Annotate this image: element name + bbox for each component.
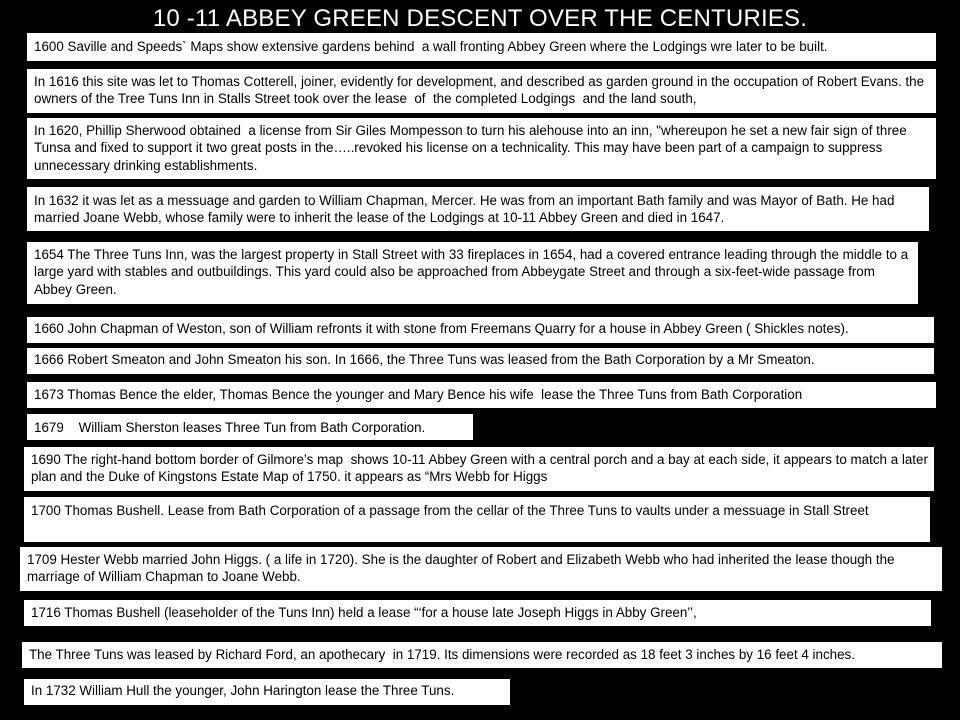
timeline-entry-1673: 1673 Thomas Bence the elder, Thomas Bence the younger and Mary Bence his wife lease the Three Tuns from Bath Corporation	[27, 382, 936, 408]
timeline-entry-1654: 1654 The Three Tuns Inn, was the largest property in Stall Street with 33 fireplaces in 1654, had a covered entrance leading through the middle to a large yard with stables and outbuildings. This yard could also be approached from Abbeygate Street and through a six-feet-wide passage from Abbey Green.	[27, 242, 918, 304]
timeline-entry-1716: 1716 Thomas Bushell (leaseholder of the Tuns Inn) held a lease “‘for a house late Joseph Higgs in Abby Green’’,	[24, 600, 931, 626]
timeline-entry-1616: In 1616 this site was let to Thomas Cotterell, joiner, evidently for development, and described as garden ground in the occupation of Robert Evans. the owners of the Tree Tuns Inn in Stalls Street took over the lease of the completed Lodgings and the land south,	[27, 69, 936, 113]
timeline-entry-1709: 1709 Hester Webb married John Higgs. ( a life in 1720). She is the daughter of Robert and Elizabeth Webb who had inherited the lease though the marriage of William Chapman to Joane Webb.	[20, 547, 942, 591]
timeline-entry-1700: 1700 Thomas Bushell. Lease from Bath Corporation of a passage from the cellar of the Three Tuns to vaults under a messuage in Stall Street	[24, 497, 930, 542]
timeline-entry-1732: In 1732 William Hull the younger, John Harington lease the Three Tuns.	[24, 679, 510, 705]
timeline-entry-1690: 1690 The right-hand bottom border of Gilmore’s map shows 10-11 Abbey Green with a central porch and a bay at each side, it appears to match a later plan and the Duke of Kingstons Estate Map of 1750. it appears as “Mrs Webb for Higgs	[24, 447, 934, 491]
timeline-entry-1632: In 1632 it was let as a messuage and garden to William Chapman, Mercer. He was from an important Bath family and was Mayor of Bath. He had married Joane Webb, whose family were to inherit the lease of the Lodgings at 10-11 Abbey Green and died in 1647.	[27, 187, 929, 231]
timeline-entry-1679: 1679 William Sherston leases Three Tun from Bath Corporation.	[27, 414, 473, 440]
timeline-entry-1620: In 1620, Phillip Sherwood obtained a license from Sir Giles Mompesson to turn his alehouse into an inn, "whereupon he set a new fair sign of three Tunsa and fixed to support it two great posts in the…..revoked his license on a technicality. This may have been part of a campaign to suppress unnecessary drinking establishments.	[27, 118, 936, 179]
timeline-entry-1719: The Three Tuns was leased by Richard Ford, an apothecary in 1719. Its dimensions were recorded as 18 feet 3 inches by 16 feet 4 inches.	[22, 642, 942, 668]
page-title: 10 -11 ABBEY GREEN DESCENT OVER THE CENTURIES.	[152, 5, 808, 32]
timeline-entry-1600: 1600 Saville and Speeds` Maps show extensive gardens behind a wall fronting Abbey Green where the Lodgings wre later to be built.	[27, 33, 936, 61]
timeline-entry-1660: 1660 John Chapman of Weston, son of William refronts it with stone from Freemans Quarry for a house in Abbey Green ( Shickles notes).	[27, 317, 934, 343]
timeline-entry-1666: 1666 Robert Smeaton and John Smeaton his son. In 1666, the Three Tuns was leased from the Bath Corporation by a Mr Smeaton.	[27, 348, 934, 374]
